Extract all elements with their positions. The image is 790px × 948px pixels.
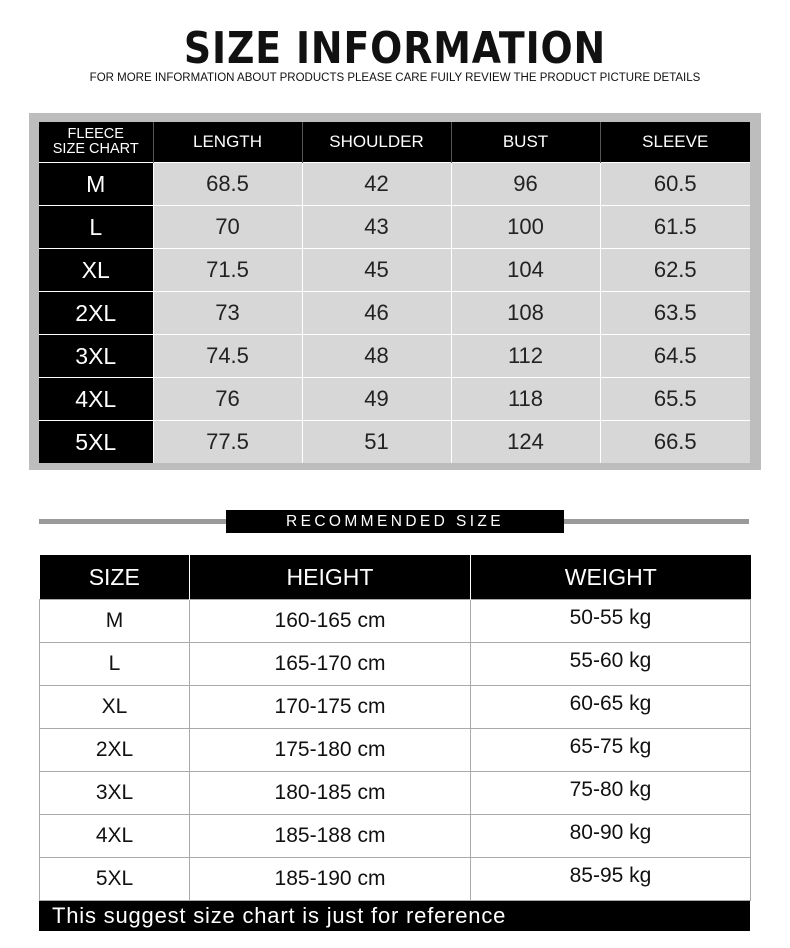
length-value: 77.5 (153, 421, 302, 464)
shoulder-value: 42 (302, 163, 451, 206)
size-label: 4XL (39, 378, 153, 421)
size-label: 5XL (40, 858, 190, 901)
size-label: 2XL (39, 292, 153, 335)
length-value: 73 (153, 292, 302, 335)
height-value: 180-185 cm (190, 772, 471, 815)
banner-divider-right (563, 519, 749, 524)
length-value: 76 (153, 378, 302, 421)
size-label: XL (39, 249, 153, 292)
sleeve-value: 63.5 (600, 292, 750, 335)
bust-value: 104 (451, 249, 600, 292)
size-label: L (40, 643, 190, 686)
length-value: 70 (153, 206, 302, 249)
length-value: 71.5 (153, 249, 302, 292)
sleeve-value: 60.5 (600, 163, 750, 206)
bust-value: 100 (451, 206, 600, 249)
size-label: L (39, 206, 153, 249)
table-row (39, 206, 750, 249)
sleeve-value: 66.5 (600, 421, 750, 464)
table-row (40, 772, 751, 815)
shoulder-value: 43 (302, 206, 451, 249)
recommended-size-banner: RECOMMENDED SIZE (226, 510, 564, 533)
shoulder-value: 48 (302, 335, 451, 378)
table-row (39, 163, 750, 206)
weight-value: 55-60 kg (471, 643, 751, 686)
table-row (39, 249, 750, 292)
size-label: 2XL (40, 729, 190, 772)
size-label: XL (40, 686, 190, 729)
size-label: M (40, 600, 190, 643)
recommended-header-row (40, 555, 751, 600)
height-value: 185-188 cm (190, 815, 471, 858)
column-header-shoulder: SHOULDER (302, 122, 451, 163)
table-row (40, 815, 751, 858)
fleece-chart-corner-label (39, 122, 153, 163)
table-row (40, 686, 751, 729)
shoulder-value: 51 (302, 421, 451, 464)
table-row (39, 421, 750, 464)
table-row (40, 600, 751, 643)
size-label: 3XL (40, 772, 190, 815)
banner-divider-left (39, 519, 227, 524)
shoulder-value: 45 (302, 249, 451, 292)
sleeve-value: 61.5 (600, 206, 750, 249)
weight-value: 75-80 kg (471, 772, 751, 815)
recommended-size-table (39, 555, 751, 901)
bust-value: 112 (451, 335, 600, 378)
weight-value: 50-55 kg (471, 600, 751, 643)
corner-line-1: FLEECE (67, 126, 124, 142)
table-row (40, 858, 751, 901)
table-row (40, 643, 751, 686)
sleeve-value: 65.5 (600, 378, 750, 421)
column-header-length: LENGTH (153, 122, 302, 163)
sleeve-value: 64.5 (600, 335, 750, 378)
length-value: 68.5 (153, 163, 302, 206)
bust-value: 96 (451, 163, 600, 206)
weight-value: 85-95 kg (471, 858, 751, 901)
shoulder-value: 46 (302, 292, 451, 335)
table-row (40, 729, 751, 772)
size-label: 3XL (39, 335, 153, 378)
bust-value: 108 (451, 292, 600, 335)
height-value: 170-175 cm (190, 686, 471, 729)
sleeve-value: 62.5 (600, 249, 750, 292)
column-header-height: HEIGHT (190, 555, 471, 600)
reference-disclaimer: This suggest size chart is just for reference (39, 901, 750, 931)
bust-value: 124 (451, 421, 600, 464)
weight-value: 80-90 kg (471, 815, 751, 858)
column-header-weight: WEIGHT (471, 555, 751, 600)
table-row (39, 335, 750, 378)
column-header-size: SIZE (40, 555, 190, 600)
size-label: 5XL (39, 421, 153, 464)
height-value: 165-170 cm (190, 643, 471, 686)
shoulder-value: 49 (302, 378, 451, 421)
size-label: M (39, 163, 153, 206)
fleece-chart-header-row (39, 122, 750, 163)
page-title: SIZE INFORMATION (183, 23, 607, 74)
height-value: 175-180 cm (190, 729, 471, 772)
table-row (39, 378, 750, 421)
weight-value: 60-65 kg (471, 686, 751, 729)
size-label: 4XL (40, 815, 190, 858)
weight-value: 65-75 kg (471, 729, 751, 772)
height-value: 160-165 cm (190, 600, 471, 643)
page-subtitle: FOR MORE INFORMATION ABOUT PRODUCTS PLEASE CARE FUILY REVIEW THE PRODUCT PICTURE DETAILS (89, 72, 701, 84)
length-value: 74.5 (153, 335, 302, 378)
height-value: 185-190 cm (190, 858, 471, 901)
fleece-size-chart (39, 122, 750, 463)
bust-value: 118 (451, 378, 600, 421)
column-header-sleeve: SLEEVE (600, 122, 750, 163)
table-row (39, 292, 750, 335)
column-header-bust: BUST (451, 122, 600, 163)
corner-line-2: SIZE CHART (52, 141, 139, 157)
